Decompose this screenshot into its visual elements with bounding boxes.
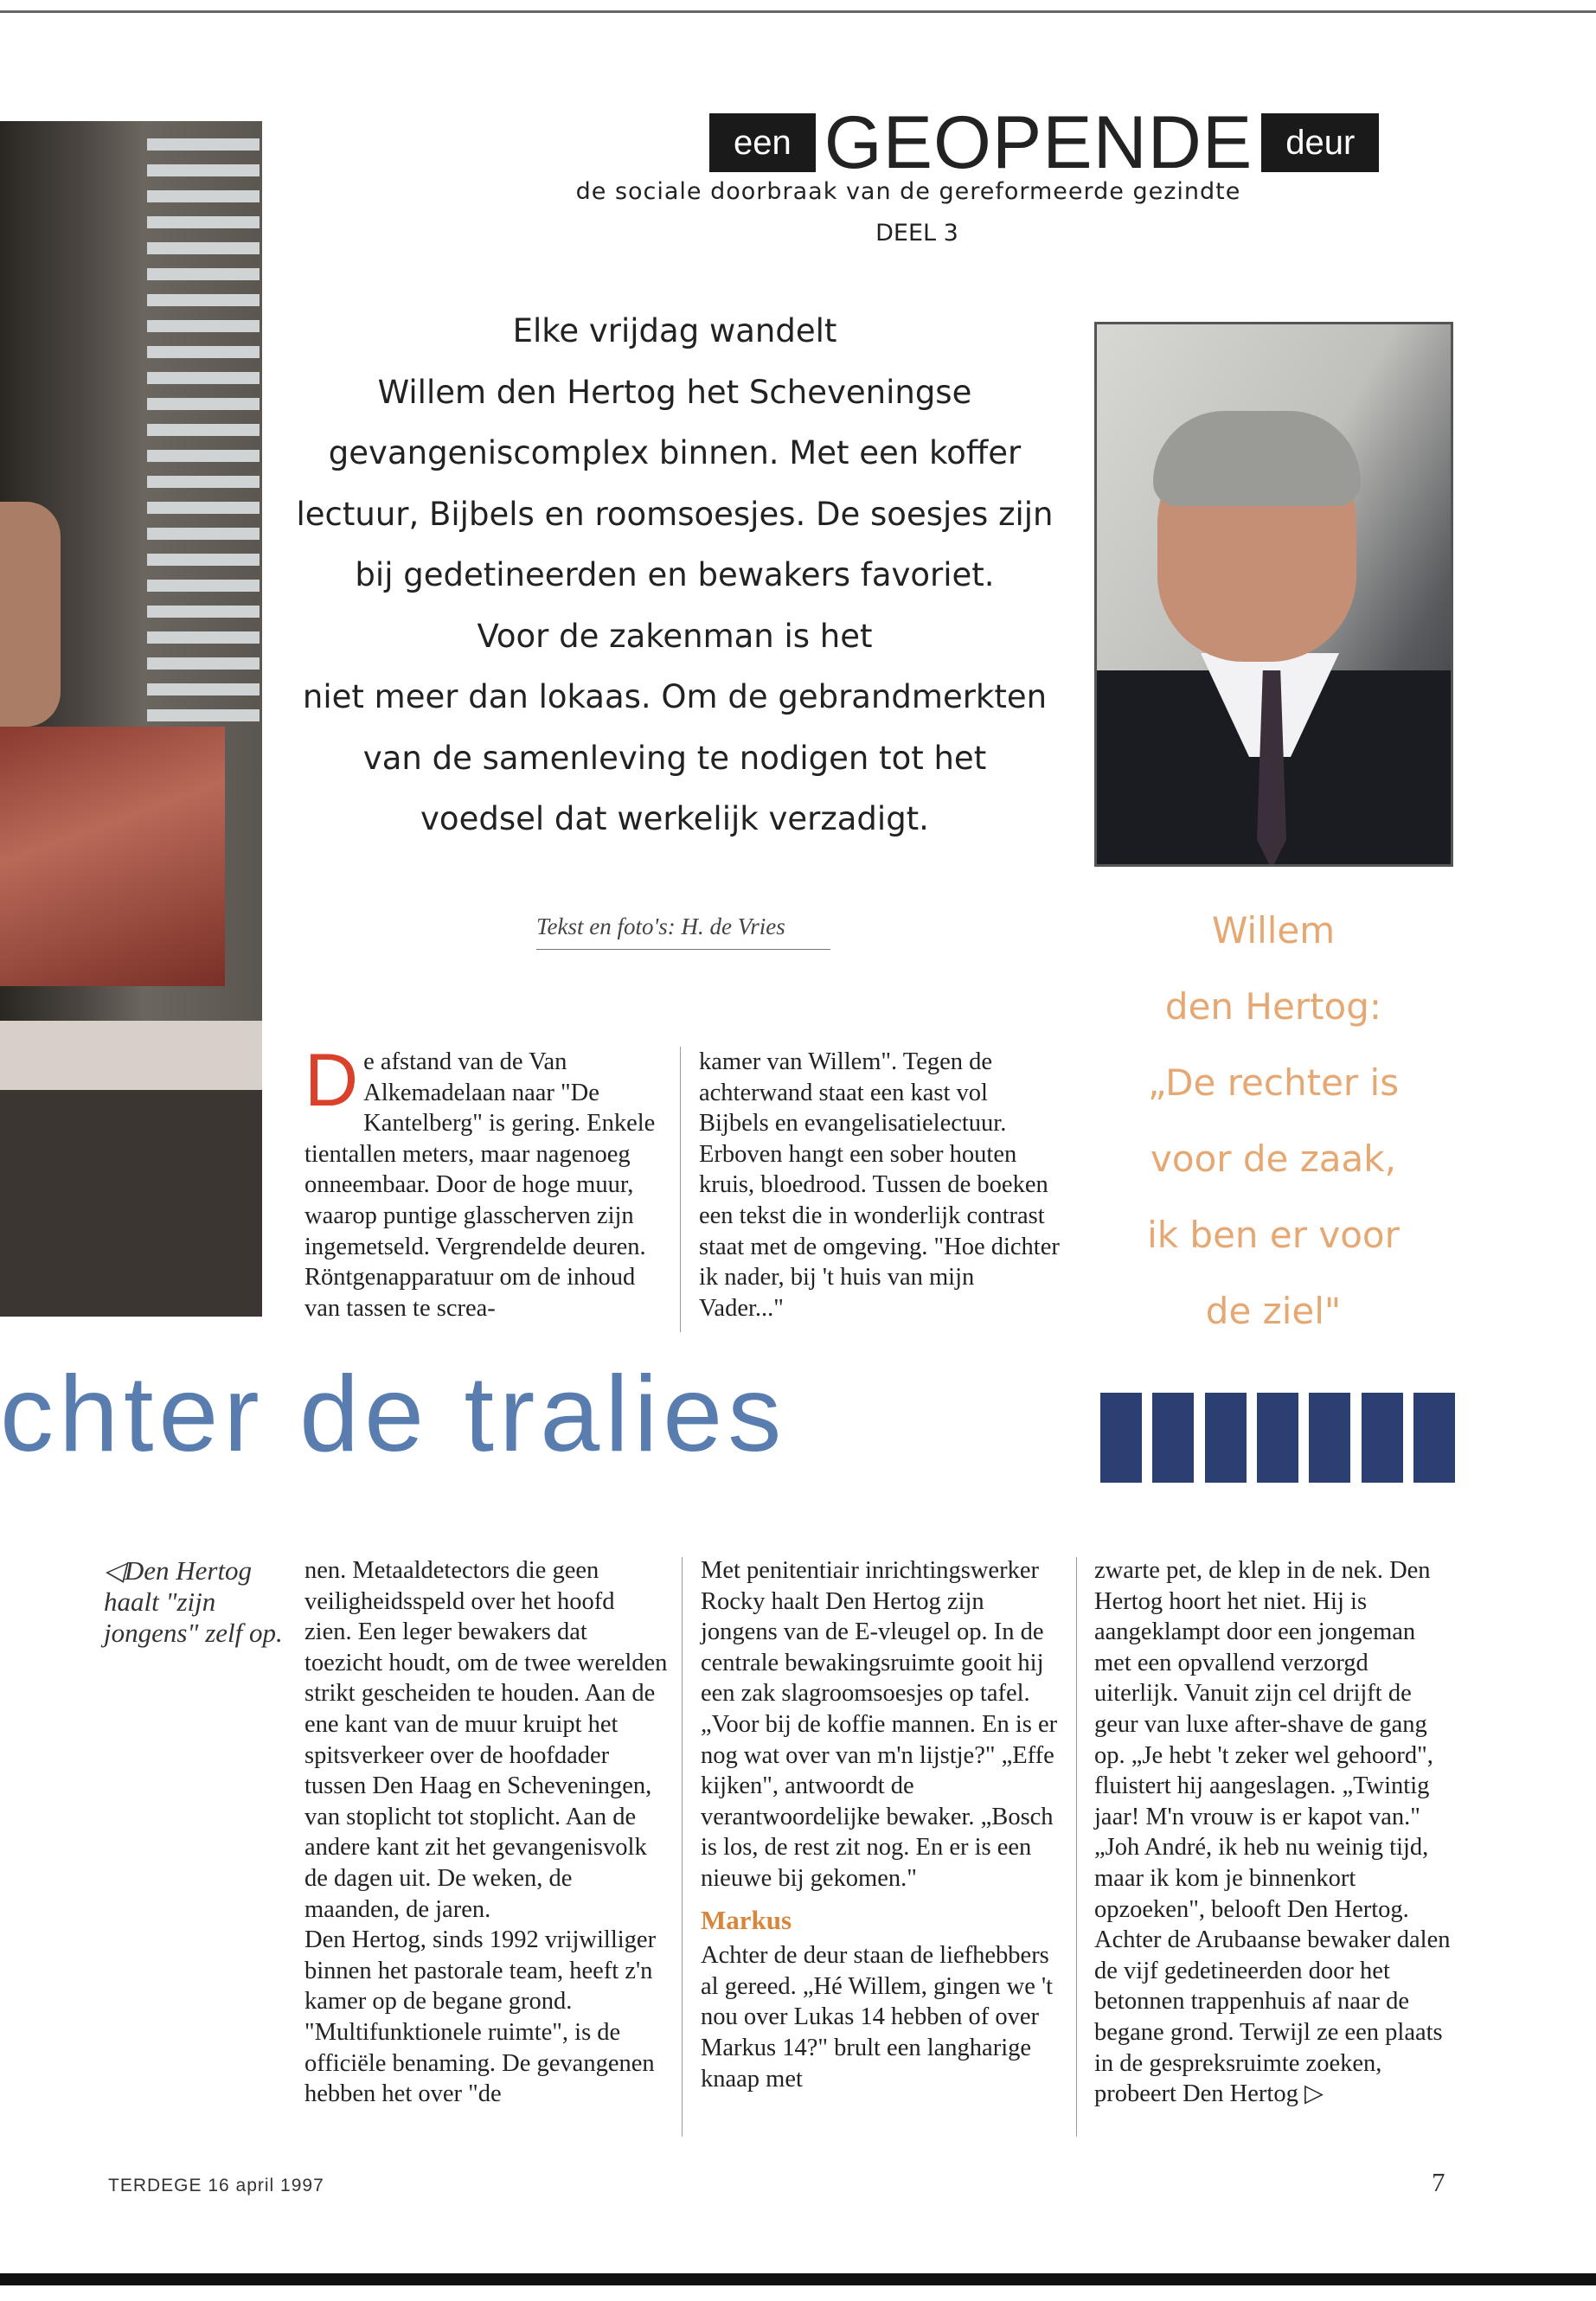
column-paragraph: zwarte pet, de klep in de nek. Den Hertog hoort het niet. Hij is aangeklampt door een jongeman met een opvallend verzorgd uiterlijk. Vanuit zijn cel drijft de geur van luxe after-shave de gang op. „Je hebt 't zeker wel gehoord", fluistert hij aangeslagen. „Twintig jaar! M'n vrouw is er kapot van." „Joh André, ik heb nu weinig tijd, maar ik kom je binnenkort opzoeken", belooft Den Hertog. Achter de Arubaanse bewaker dalen de vijf gedetineerden door het betonnen trappenhuis af naar de begane grond. Terwijl ze een plaats in de gespreksruimte zoeken, probeert Den Hertog ▷ (1094, 1557, 1451, 2108)
series-header (709, 101, 1462, 184)
article-column-2 (699, 1047, 1062, 1324)
pull-quote-line: „De rechter is (1147, 1061, 1400, 1104)
pull-quote-line: Willem (1211, 909, 1336, 952)
article-column-1 (304, 1039, 659, 1324)
intro-line: gevangeniscomplex binnen. Met een koffer (328, 434, 1022, 471)
column-paragraph: Met penitentiair inrichtingswerker Rocky haalt Den Hertog zijn jongens van de E-vleugel op. In de centrale bewakingsruimte gooit hij een zak slagroomsoesjes op tafel. „Voor bij de koffie mannen. En is er nog wat over van m'n lijstje?" „Effe kijken", antwoordt de verantwoordelijke bewaker. „Bosch is los, de rest zit nog. En er is een nieuwe bij gekomen." (701, 1557, 1058, 1892)
intro-line: voedsel dat werkelijk verzadigt. (420, 800, 929, 837)
article-column-5 (1094, 1555, 1458, 2110)
pull-quote-line: voor de zaak, (1151, 1138, 1396, 1180)
article-column-4 (701, 1555, 1064, 2094)
column-divider (682, 1557, 683, 2137)
intro-line: niet meer dan lokaas. Om de gebrandmerkten (302, 678, 1048, 715)
bottom-rule (0, 2273, 1596, 2285)
column-text: kamer van Willem". Tegen de achterwand staat een kast vol Bijbels en evangelisatielectuur. Erboven hangt een sober houten kruis, bloedrood. Tussen de boeken een tekst die in wonderlijk contrast staat met de omgeving. "Hoe dichter ik nader, bij 't huis van mijn Vader..." (699, 1048, 1060, 1322)
article-title: chter de tralies (0, 1355, 787, 1474)
intro-text (294, 301, 1055, 850)
pull-quote (1092, 893, 1455, 1349)
footer-issue: TERDEGE 16 april 1997 (108, 2176, 324, 2195)
series-subtitle: de sociale doorbraak van de gereformeerde gezindte (575, 178, 1241, 205)
photo-credit: Tekst en foto's: H. de Vries (536, 913, 830, 950)
page-number: 7 (1432, 2167, 1445, 2197)
intro-line: Voor de zakenman is het (477, 617, 873, 655)
top-rule (0, 10, 1596, 13)
column-divider (1076, 1557, 1077, 2137)
intro-line: bij gedetineerden en bewakers favoriet. (355, 556, 995, 593)
article-column-3 (304, 1555, 668, 2110)
header-word-right: deur (1261, 113, 1379, 172)
left-photo (0, 121, 262, 1317)
header-word-main: GEOPENDE (824, 101, 1253, 184)
column-divider (680, 1047, 681, 1332)
intro-line: van de samenleving te nodigen tot het (362, 739, 987, 777)
intro-line: lectuur, Bijbels en roomsoesjes. De soesjes zijn (296, 495, 1054, 533)
title-bars-ornament (1100, 1393, 1455, 1483)
pull-quote-line: de ziel" (1205, 1290, 1342, 1332)
portrait-photo (1094, 322, 1453, 867)
header-word-left: een (709, 113, 816, 172)
pull-quote-line: ik ben er voor (1147, 1214, 1400, 1256)
column-paragraph: nen. Metaaldetectors die geen veiligheidsspeld over het hoofd zien. Een leger bewakers dat toezicht houdt, om de twee werelden strikt gescheiden te houden. Aan de ene kant van de muur kruipt het spitsverkeer over de hoofdader tussen Den Haag en Scheveningen, van stoplicht tot stoplicht. Aan de andere kant zit het gevangenisvolk de dagen uit. De weken, de maanden, de jaren. (304, 1557, 668, 1923)
subheading: Markus (701, 1904, 792, 1935)
column-text: e afstand van de Van Alkemadelaan naar "De Kantelberg" is gering. Enkele tientallen meters, maar nagenoeg onneembaar. Door de hoge muur, waarop puntige glasscherven zijn ingemetseld. Vergrendelde deuren. Röntgenapparatuur om de inhoud van tassen te screa- (304, 1048, 656, 1322)
photo-caption: ◁Den Hertog haalt "zijn jongens" zelf op. (104, 1555, 283, 1648)
intro-line: Elke vrijdag wandelt (512, 312, 837, 349)
series-part: DEEL 3 (875, 220, 958, 247)
intro-line: Willem den Hertog het Scheveningse (377, 373, 972, 411)
column-paragraph: Den Hertog, sinds 1992 vrijwilliger binnen het pastorale team, heeft z'n kamer op de begane grond. "Multifunktionele ruimte", is de officiële benaming. De gevangenen hebben het over "de (304, 1926, 657, 2108)
column-paragraph: Achter de deur staan de liefhebbers al gereed. „Hé Willem, gingen we 't nou over Lukas 14 hebben of over Markus 14?" brult een langharige knaap met (701, 1942, 1054, 2093)
dropcap: D (304, 1039, 359, 1122)
pull-quote-line: den Hertog: (1164, 985, 1382, 1028)
